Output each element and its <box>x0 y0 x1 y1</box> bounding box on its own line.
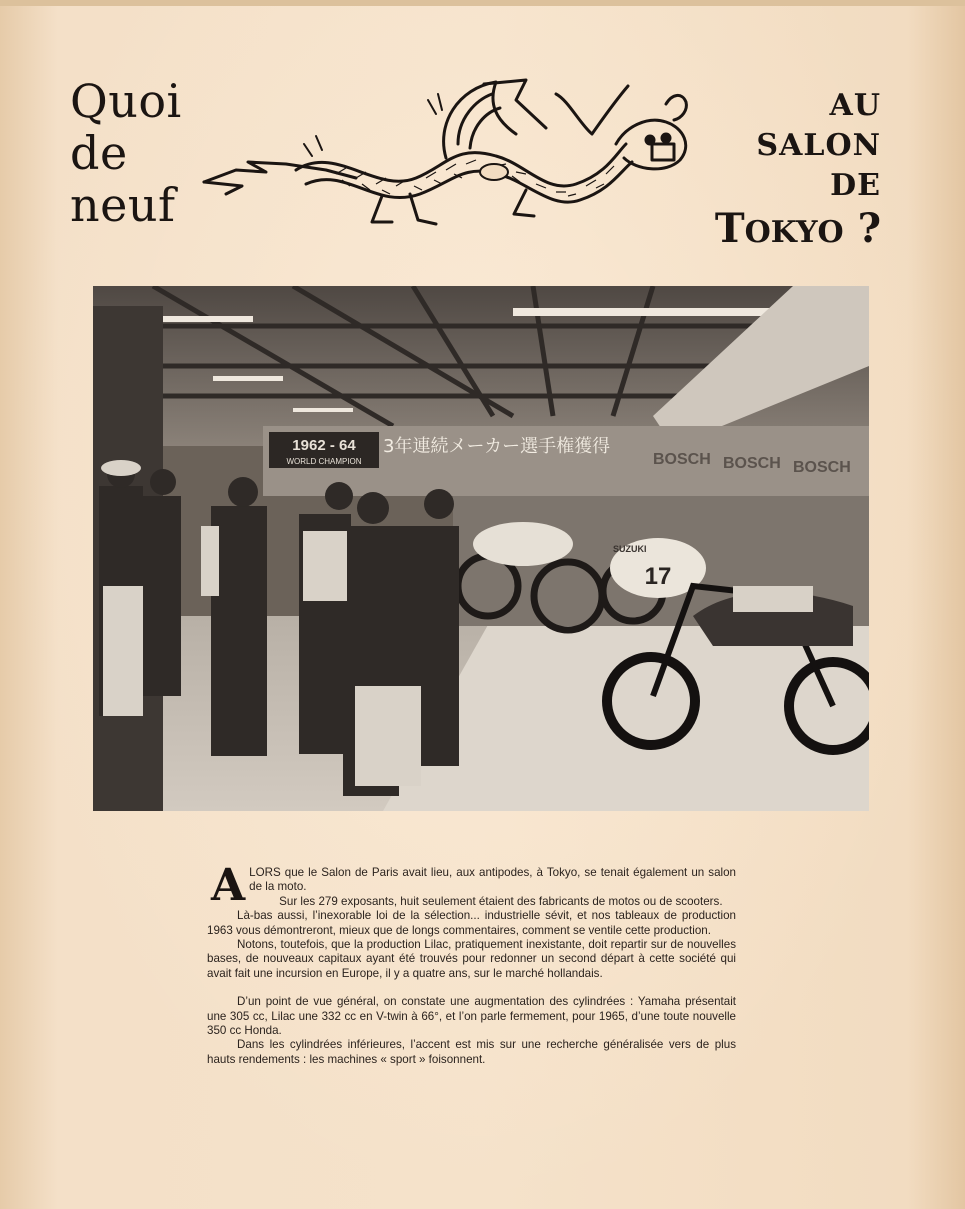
bosch-sign: BOSCH <box>723 455 781 472</box>
exhibition-photo <box>93 286 869 811</box>
banner-japanese: 3年連続メーカー選手権獲得 <box>383 436 611 457</box>
headline-word: DE <box>830 168 881 203</box>
article-paragraph: Sur les 279 exposants, huit seulement étaient des fabricants de motos ou de scooters. <box>279 894 723 908</box>
banner-world-champion: WORLD CHAMPION <box>286 457 362 466</box>
headline-left <box>70 74 182 234</box>
headline-word: de <box>70 126 128 180</box>
banner-years: 1962 - 64 <box>292 437 356 454</box>
drop-cap: A <box>211 860 246 911</box>
headline-question-mark: ? <box>857 205 881 252</box>
headline-word-tokyo <box>715 206 881 256</box>
headline-rest: OKYO <box>744 215 844 250</box>
article-paragraph: Là-bas aussi, l’inexorable loi de la sélection... industrielle sévit, et nos tableaux de production 1963 vous démontreront, mieux que de longs commentaires, comment se ventile cette production. <box>207 909 736 937</box>
dragon-illustration <box>196 74 706 234</box>
fairing-text: SUZUKI <box>613 544 647 554</box>
article-paragraph: Notons, toutefois, que la production Lilac, pratiquement inexistante, doit repartir sur de nouvelles bases, de nouveaux capitaux ayant été trouvés pour redonner un second départ à cette société qui avait fait une incursion en Europe, il y a quatre ans, sur le marché hollandais. <box>207 938 736 980</box>
headline-word: AU <box>829 88 881 123</box>
race-number: 17 <box>644 563 672 590</box>
article-body <box>207 860 736 1067</box>
page-top-edge <box>0 0 965 6</box>
headline-word: neuf <box>70 178 176 232</box>
article-paragraph: Dans les cylindrées inférieures, l’accent est mis sur une recherche généralisée vers de plus hauts rendements : les machines « sport » foisonnent. <box>207 1038 736 1066</box>
photo-drawing <box>93 286 869 811</box>
headline-word: Quoi <box>70 74 182 128</box>
headline-right <box>715 86 881 256</box>
headline-word: SALON <box>756 128 881 163</box>
headline-initial: T <box>714 205 745 252</box>
bosch-sign: BOSCH <box>793 459 851 476</box>
bosch-sign: BOSCH <box>653 451 711 468</box>
paragraph-text: LORS que le Salon de Paris avait lieu, aux antipodes, à Tokyo, se tenait également un salon de la moto. <box>249 866 736 894</box>
article-paragraph: D’un point de vue général, on constate une augmentation des cylindrées : Yamaha présentait une 305 cc, Lilac une 332 cc en V-twin à 66°, et l’on parle fermement, pour 1965, d’une toute nouvelle 350 cc Honda. <box>207 995 736 1038</box>
